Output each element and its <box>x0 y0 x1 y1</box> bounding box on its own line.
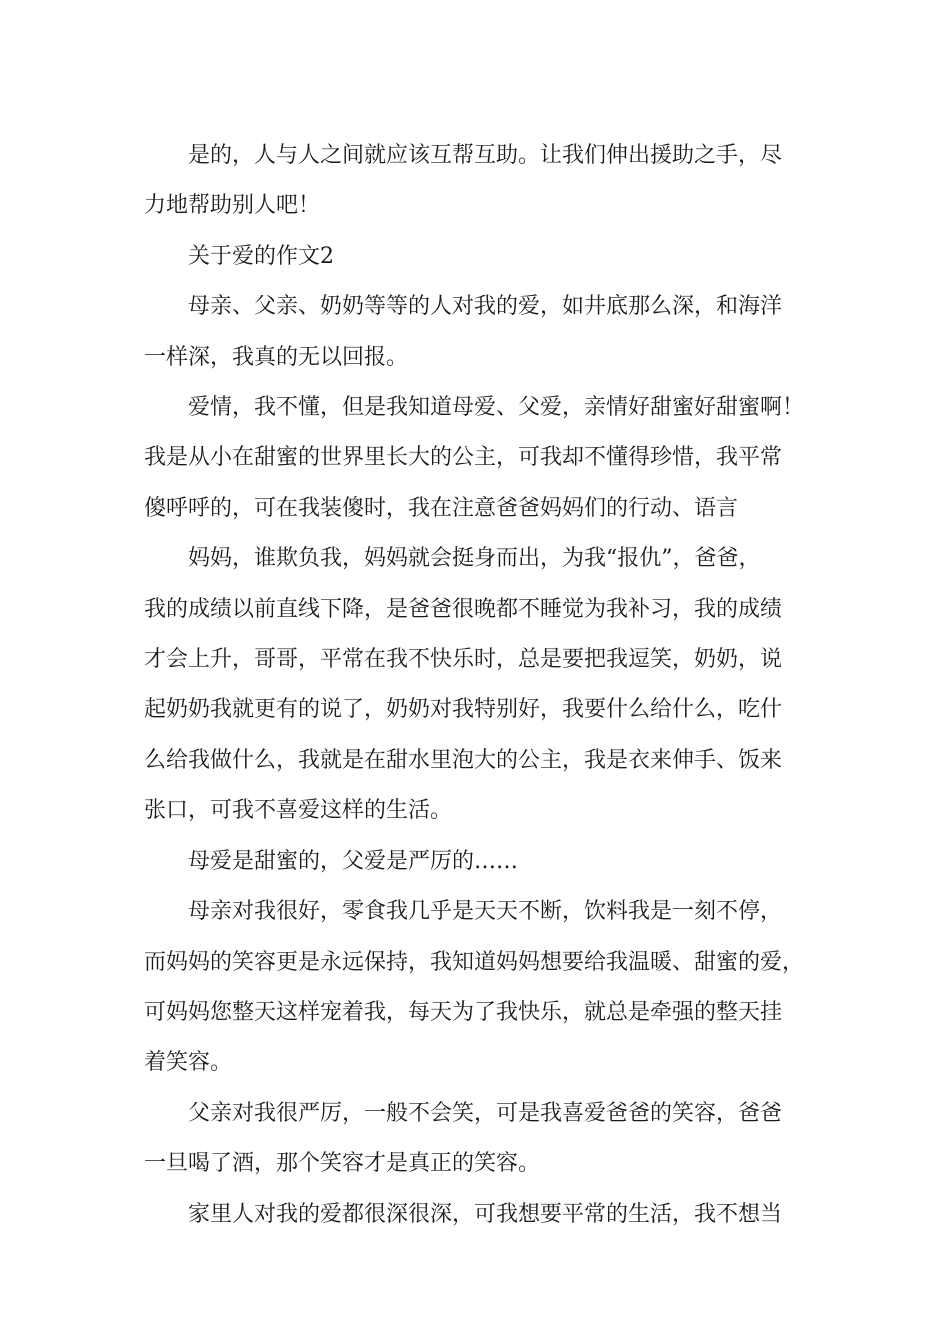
text-line: 力地帮助别人吧！ <box>144 193 321 219</box>
paragraph-9 <box>144 1190 834 1240</box>
heading-text: 关于爱的作文2 <box>188 243 334 269</box>
text-line: 是的，人与人之间就应该互帮互助。让我们伸出援助之手，尽 <box>188 143 783 168</box>
text-line: 母亲、父亲、奶奶等等的人对我的爱，如井底那么深，和海洋 <box>188 294 783 320</box>
text-line: 母爱是甜蜜的，父爱是严厉的…… <box>188 848 519 874</box>
text-line: 母亲对我很好，零食我几乎是天天不断，饮料我是一刻不停， <box>188 899 783 925</box>
paragraph-4 <box>144 383 834 534</box>
text-line: 一旦喝了酒，那个笑容才是真正的笑容。 <box>144 1151 541 1177</box>
paragraph-6 <box>144 837 834 887</box>
text-line: 而妈妈的笑容更是永远保持，我知道妈妈想要给我温暖、甜蜜的爱， <box>144 949 805 975</box>
text-line: 可妈妈您整天这样宠着我，每天为了我快乐，就总是牵强的整天挂 <box>144 999 783 1025</box>
text-line: 一样深，我真的无以回报。 <box>144 344 409 370</box>
text-line: 傻呼呼的，可在我装傻时，我在注意爸爸妈妈们的行动、语言 <box>144 495 739 521</box>
paragraph-7 <box>144 887 834 1089</box>
text-line: 张口，可我不喜爱这样的生活。 <box>144 798 453 824</box>
document-body <box>144 131 834 1240</box>
text-line: 我的成绩以前直线下降，是爸爸很晚都不睡觉为我补习，我的成绩 <box>144 596 783 622</box>
text-line: 家里人对我的爱都很深很深，可我想要平常的生活，我不想当 <box>188 1201 783 1227</box>
paragraph-1 <box>144 131 834 232</box>
text-line: 着笑容。 <box>144 1050 233 1076</box>
text-line: 起奶奶我就更有的说了，奶奶对我特别好，我要什么给什么，吃什 <box>144 697 783 723</box>
paragraph-8 <box>144 1089 834 1190</box>
section-heading <box>144 232 834 282</box>
text-line: 我是从小在甜蜜的世界里长大的公主，可我却不懂得珍惜，我平常 <box>144 445 783 471</box>
text-line: 父亲对我很严厉，一般不会笑，可是我喜爱爸爸的笑容，爸爸 <box>188 1100 783 1126</box>
paragraph-3 <box>144 282 834 383</box>
paragraph-5 <box>144 534 834 836</box>
text-line: 妈妈，谁欺负我，妈妈就会挺身而出，为我“报仇”，爸爸， <box>188 546 761 572</box>
text-line: 么给我做什么，我就是在甜水里泡大的公主，我是衣来伸手、饭来 <box>144 747 783 773</box>
text-line: 才会上升，哥哥，平常在我不快乐时，总是要把我逗笑，奶奶，说 <box>144 647 783 673</box>
text-line: 爱情，我不懂，但是我知道母爱、父爱，亲情好甜蜜好甜蜜啊！ <box>188 395 805 421</box>
